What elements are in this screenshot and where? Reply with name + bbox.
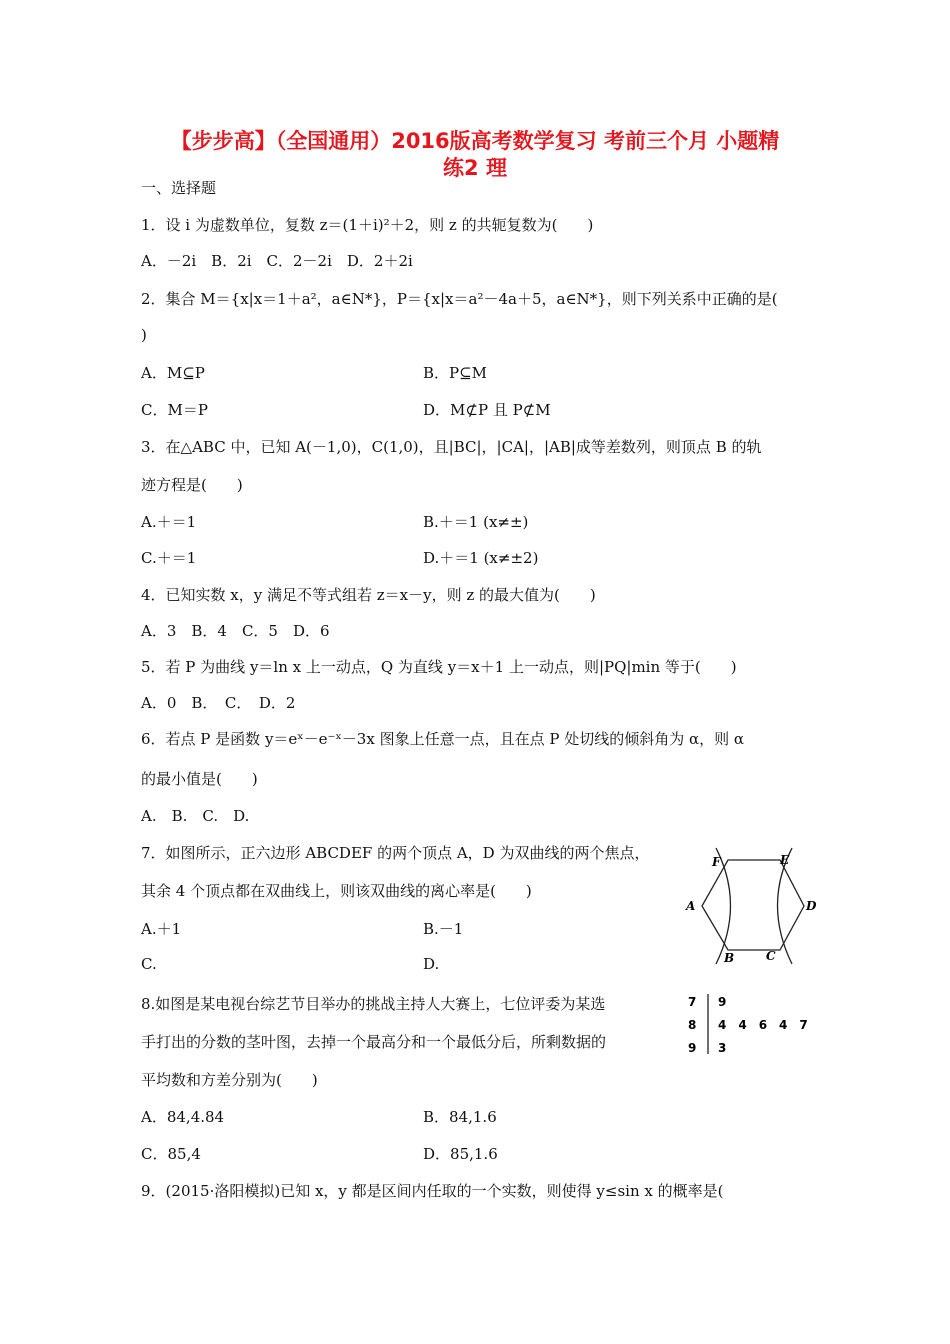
question-7-option-d: D. — [423, 955, 440, 973]
question-1-text: 1．设 i 为虚数单位，复数 z＝(1＋i)²＋2，则 z 的共轭复数为( ) — [141, 216, 594, 234]
question-6-text: 6．若点 P 是函数 y＝eˣ－e⁻ˣ－3x 图象上任意一点，且在点 P 处切线的倾斜角为 α，则 α — [141, 730, 744, 748]
question-5-options: A．0 B． C． D．2 — [141, 694, 296, 712]
question-2-option-c: C．M＝P — [141, 401, 208, 419]
stem-leaf-plot — [684, 992, 824, 1058]
section-heading: 一、选择题 — [141, 179, 217, 197]
question-3-text: 3．在△ABC 中，已知 A(－1,0)，C(1,0)，且|BC|，|CA|，|AB|成等差数列，则顶点 B 的轨 — [141, 438, 762, 456]
vertex-label-a: A — [686, 899, 696, 913]
question-3-option-a: A.＋＝1 — [141, 513, 197, 531]
stem-row-3: 9 — [688, 1041, 697, 1055]
hexagon-outline — [702, 860, 804, 950]
question-8-option-a: A．84,4.84 — [141, 1108, 225, 1126]
question-8-option-b: B．84,1.6 — [423, 1108, 497, 1126]
question-8-text: 8.如图是某电视台综艺节目举办的挑战主持人大赛上，七位评委为某选 — [141, 995, 606, 1013]
question-2-option-d: D．M⊄P 且 P⊄M — [423, 401, 551, 419]
question-7-option-b: B.－1 — [423, 920, 464, 938]
question-2-text-cont: ) — [141, 326, 147, 344]
leaf-row-2: 4 4 6 4 7 — [718, 1018, 808, 1032]
vertex-label-c: C — [766, 949, 776, 963]
question-3-option-b: B.＋＝1 (x≠±) — [423, 513, 529, 531]
question-3-option-d: D.＋＝1 (x≠±2) — [423, 549, 539, 567]
question-6-text-cont: 的最小值是( ) — [141, 770, 258, 788]
question-4-options: A．3 B．4 C．5 D．6 — [141, 622, 330, 640]
vertex-label-d: D — [806, 899, 817, 913]
question-9-text: 9．(2015·洛阳模拟)已知 x，y 都是区间内任取的一个实数，则使得 y≤sin x 的概率是( — [141, 1182, 724, 1200]
vertex-label-f: F — [712, 855, 721, 869]
vertex-label-b: B — [724, 951, 735, 965]
question-1-options: A．－2i B．2i C．2－2i D．2＋2i — [141, 252, 413, 270]
question-8-option-d: D．85,1.6 — [423, 1145, 498, 1163]
question-2-option-a: A．M⊆P — [141, 364, 205, 382]
question-5-text: 5．若 P 为曲线 y＝ln x 上一动点，Q 为直线 y＝x＋1 上一动点，则|PQ|min 等于( ) — [141, 658, 737, 676]
question-7-text: 7．如图所示，正六边形 ABCDEF 的两个顶点 A，D 为双曲线的两个焦点， — [141, 844, 650, 862]
stem-row-2: 8 — [688, 1018, 697, 1032]
question-6-options: A. B. C. D. — [141, 807, 250, 825]
document-title-line1: 【步步高】（全国通用）2016版高考数学复习 考前三个月 小题精 — [170, 129, 780, 153]
question-8-text-cont1: 手打出的分数的茎叶图，去掉一个最高分和一个最低分后，所剩数据的 — [141, 1033, 607, 1051]
leaf-row-3: 3 — [718, 1041, 727, 1055]
question-3-option-c: C.＋＝1 — [141, 549, 197, 567]
question-2-option-b: B．P⊆M — [423, 364, 488, 382]
question-7-option-c: C. — [141, 955, 157, 973]
question-7-text-cont: 其余 4 个顶点都在双曲线上，则该双曲线的离心率是( ) — [141, 882, 532, 900]
question-2-text: 2．集合 M＝{x|x＝1＋a²，a∈N*}，P＝{x|x＝a²－4a＋5，a∈N*}，则下列关系中正确的是( — [141, 290, 778, 308]
question-7-option-a: A.＋1 — [141, 920, 182, 938]
document-title-line2: 练2 理 — [443, 156, 507, 180]
hexagon-hyperbola-figure — [680, 848, 820, 968]
question-3-text-cont: 迹方程是( ) — [141, 476, 243, 494]
vertex-label-e: E — [780, 853, 790, 867]
question-4-text: 4．已知实数 x，y 满足不等式组若 z＝x－y，则 z 的最大值为( ) — [141, 586, 596, 604]
leaf-row-1: 9 — [718, 995, 727, 1009]
question-8-option-c: C．85,4 — [141, 1145, 201, 1163]
stem-row-1: 7 — [688, 995, 697, 1009]
question-8-text-cont2: 平均数和方差分别为( ) — [141, 1071, 318, 1089]
